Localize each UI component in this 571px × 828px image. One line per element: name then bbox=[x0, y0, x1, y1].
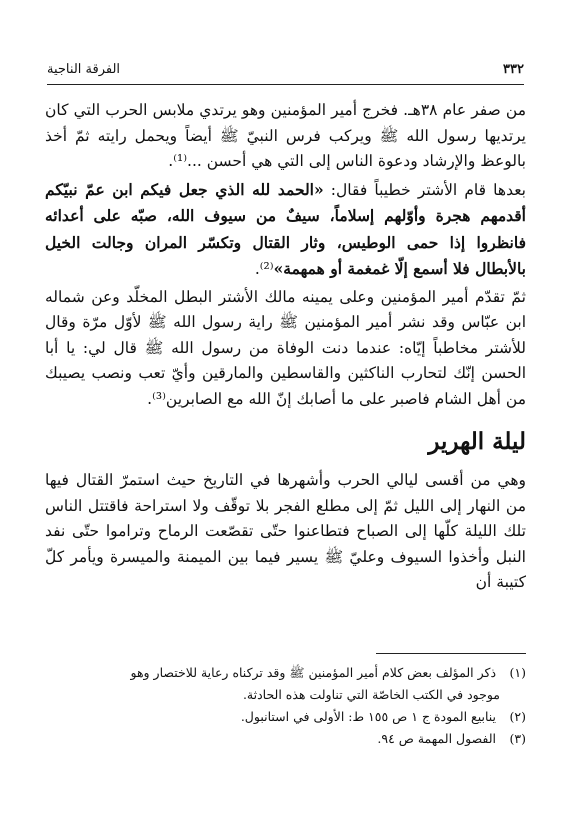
section-heading: ليلة الهرير bbox=[428, 428, 526, 455]
footnote-divider bbox=[376, 653, 526, 654]
footnote-1 bbox=[45, 662, 526, 684]
main-text bbox=[45, 98, 526, 598]
footnote-1-continued bbox=[45, 684, 526, 706]
paragraph-1: من صفر عام ٣٨هـ. فخرج أمير المؤمنين وهو يرتدي ملابس الحرب التي كان يرتديها رسول الله ﷺ ويركب فرس النبيّ ﷺ أيضاً ويحمل رايته ثمّ أخذ بالوعظ والإرشاد ودعوة الناس إلى التي هي أحسن ...⁽¹⁾. bbox=[45, 101, 527, 170]
footnote-3-mark: (٣) bbox=[509, 731, 526, 746]
footnote-1-mark: (١) bbox=[509, 665, 526, 680]
page-number: ٣٣٢ bbox=[503, 62, 524, 77]
section-paragraph: وهي من أقسى ليالي الحرب وأشهرها في التاريخ حيث استمرّ القتال فيها من النهار إلى الليل ثمّ إلى مطلع الفجر بلا توقّف ولا استراحة فاقتتل الناس تلك الليلة كلّها إلى الصباح فتطاعنوا حتّى تقصّعت الرماح وتراموا حتّى نفد النبل وأخذوا السيوف وعليّ ﷺ يسير فيما بين الميمنة والميسرة ويأمر كلّ كتيبة أن bbox=[45, 471, 526, 591]
footnote-2 bbox=[45, 706, 526, 728]
running-title: الفرقة الناجية bbox=[47, 62, 121, 77]
footnote-3-text: الفصول المهمة ص ٩٤. bbox=[377, 731, 497, 746]
footnote-3 bbox=[45, 728, 526, 750]
running-header bbox=[47, 60, 524, 85]
footnotes bbox=[45, 662, 526, 750]
footnote-2-mark: (٢) bbox=[509, 709, 526, 724]
footnote-2-text: ينابيع المودة ج ١ ص ١٥٥ ط: الأولى في استانبول. bbox=[240, 709, 497, 724]
footnote-1-text: ذكر المؤلف بعض كلام أمير المؤمنين ﷺ وقد تركناه رعاية للاختصار وهو bbox=[130, 665, 497, 680]
paragraph-2-footnote-ref: ⁽²⁾. bbox=[254, 260, 274, 278]
paragraph-2 bbox=[45, 177, 526, 283]
ashtar-speech-quote: «الحمد لله الذي جعل فيكم ابن عمّ نبيّكم أقدمهم هجرة وأوّلهم إسلاماً، سيفٌ من سيوف الله، صبّه على أعدائه فانظروا إذا حمى الوطيس، وثار القتال وتكسّر المران وجالت الخيل بالأبطال فلا أسمع إلّا غمغمة أو همهمة» bbox=[45, 179, 526, 278]
footnote-1-continued-text: موجود في الكتب الخاصّة التي تناولت هذه الحادثة. bbox=[242, 687, 500, 702]
paragraph-3: ثمّ تقدّم أمير المؤمنين وعلى يمينه مالك الأشتر البطل المخلّد وعن شماله ابن عبّاس وقد نشر أمير المؤمنين ﷺ راية رسول الله ﷺ لأوّل مرّة وقال للأشتر مخاطباً إيّاه: عندما دنت الوفاة من رسول الله ﷺ قال لي: يا أبا الحسن إنّك لتحارب الناكثين والقاسطين والمارقين وأيّ تعب ونصب يصيبك من أهل الشام فاصبر على ما أصابك إنّ الله مع الصابرين⁽³⁾. bbox=[45, 287, 526, 408]
paragraph-2-lead: بعدها قام الأشتر خطيباً فقال: bbox=[323, 180, 526, 199]
